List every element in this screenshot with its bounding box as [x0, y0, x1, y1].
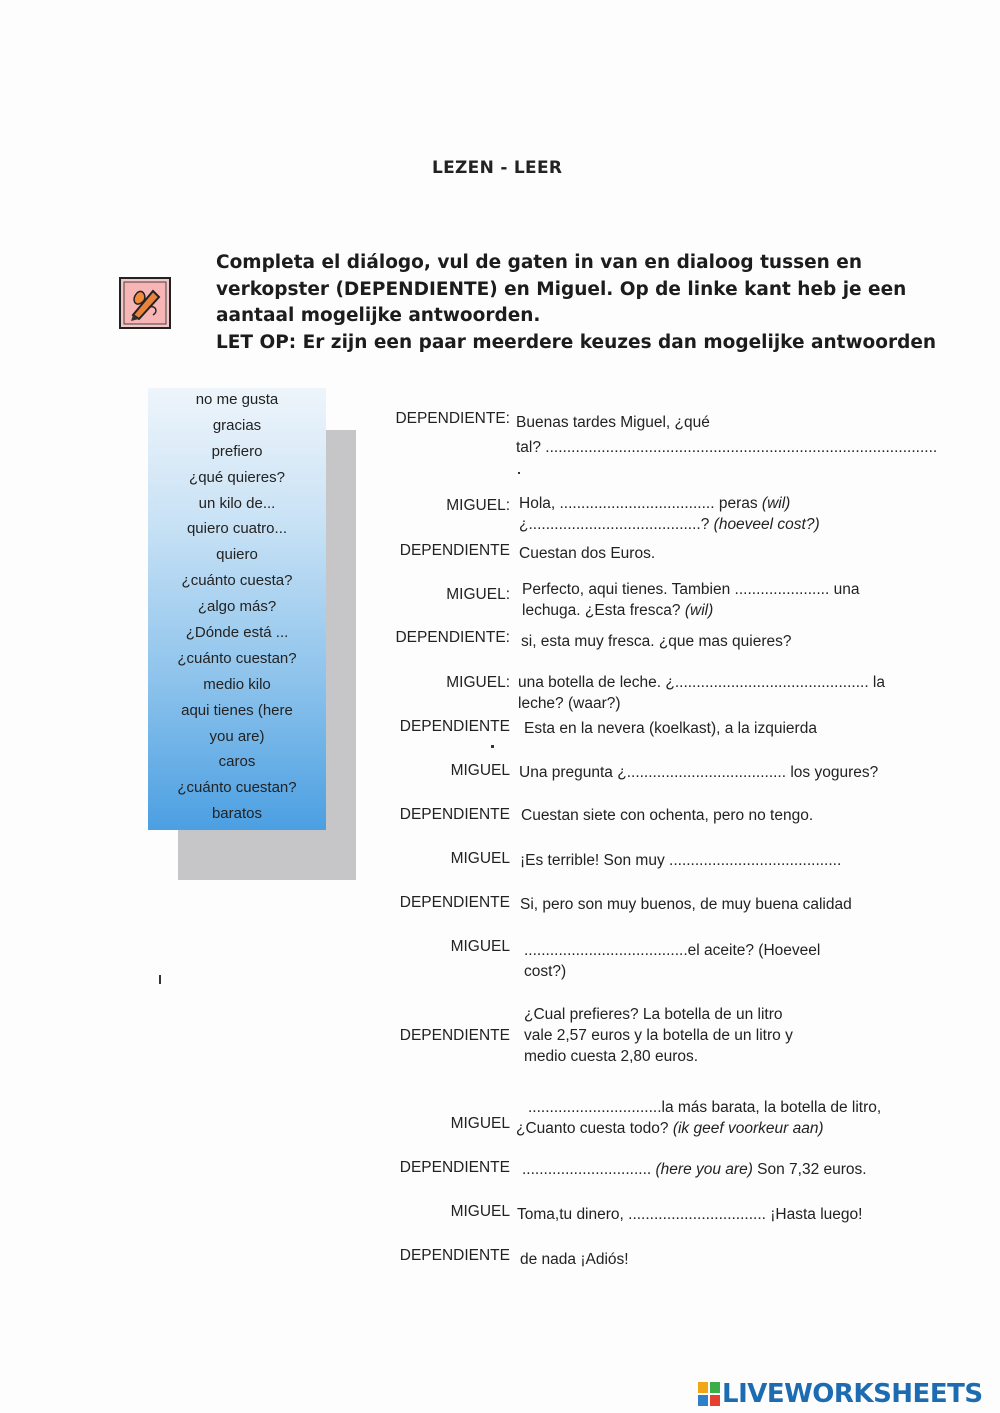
logo-text: LIVEWORKSHEETS: [722, 1379, 983, 1409]
scan-speck: [491, 745, 494, 748]
speaker-label: MIGUEL:: [446, 586, 510, 603]
dialogue-line: Toma,tu dinero, ................................ ¡Hasta luego!: [517, 1206, 863, 1223]
scan-speck: [518, 472, 520, 474]
dialogue-line: cost?): [524, 963, 567, 980]
dialogue-line: si, esta muy fresca. ¿que mas quieres?: [521, 633, 792, 650]
dialogue-line: .............................. (here you are) Son 7,32 euros.: [522, 1161, 867, 1178]
speaker-label: MIGUEL: [450, 938, 510, 955]
word-bank-item: quiero: [216, 546, 258, 564]
dialogue-line: ......................................el aceite? (Hoeveel: [524, 942, 821, 959]
dialogue-line: Cuestan siete con ochenta, pero no tengo.: [521, 807, 814, 824]
dialogue-line: Si, pero son muy buenos, de muy buena calidad: [520, 896, 852, 913]
speaker-label: DEPENDIENTE: [399, 718, 510, 735]
word-bank-item: aqui tienes (here: [181, 701, 293, 719]
speaker-label: DEPENDIENTE: [399, 1159, 510, 1176]
instruction-line: Completa el diálogo, vul de gaten in van en dialoog tussen en: [216, 252, 862, 273]
speaker-label: DEPENDIENTE:: [395, 410, 510, 427]
word-bank-item: gracias: [212, 416, 262, 434]
word-bank-item: medio kilo: [203, 675, 271, 693]
dialogue-line: Buenas tardes Miguel, ¿qué: [516, 414, 710, 431]
dialogue-line: ¡Es terrible! Son muy ........................................: [520, 852, 842, 869]
speaker-label: MIGUEL:: [446, 497, 510, 514]
word-bank-item: un kilo de...: [198, 494, 276, 512]
word-bank-item: ¿Dónde está ...: [185, 624, 289, 642]
dialogue-line: tal? ...........................................................................................: [516, 439, 938, 456]
instructions: [216, 250, 956, 356]
page-title: LEZEN - LEER: [432, 158, 563, 178]
word-bank-item: ¿cuánto cuesta?: [181, 572, 293, 590]
dialogue-line: Una pregunta ¿..................................... los yogures?: [519, 764, 879, 781]
dialogue-line: ¿........................................? (hoeveel cost?): [519, 516, 820, 533]
instruction-line: LET OP: Er zijn een paar meerdere keuzes dan mogelijke antwoorden: [216, 331, 937, 353]
word-bank-item: ¿cuánto cuestan?: [177, 779, 297, 797]
speaker-label: MIGUEL: [450, 1203, 510, 1220]
dialogue-line: Perfecto, aqui tienes. Tambien ...................... una: [522, 581, 860, 598]
instruction-line: verkopster (DEPENDIENTE) en Miguel. Op de linke kant heb je een: [216, 278, 907, 300]
word-bank-item: no me gusta: [195, 391, 279, 408]
speaker-label: DEPENDIENTE: [399, 894, 510, 911]
speaker-label: MIGUEL: [450, 1115, 510, 1132]
word-bank-item: ¿algo más?: [197, 598, 277, 616]
speaker-label: MIGUEL: [450, 762, 510, 779]
scan-speck: [159, 975, 161, 984]
speaker-label: DEPENDIENTE: [399, 806, 510, 823]
dialogue-line: lechuga. ¿Esta fresca? (wil): [522, 602, 714, 619]
word-bank-item: baratos: [211, 805, 263, 823]
liveworksheets-logo: [698, 1379, 983, 1409]
word-bank-item: ¿cuánto cuestan?: [177, 649, 297, 667]
dialogue-line: Hola, .................................... peras (wil): [519, 495, 791, 512]
dialogue-line: vale 2,57 euros y la botella de un litro y: [524, 1027, 793, 1044]
word-bank-item: prefiero: [211, 442, 263, 460]
instruction-line: aantaal mogelijke antwoorden.: [216, 305, 541, 326]
speaker-label: DEPENDIENTE: [399, 1027, 510, 1044]
speaker-label: MIGUEL:: [446, 674, 510, 691]
word-bank-item: caros: [218, 753, 256, 771]
logo-icon: [698, 1382, 720, 1406]
dialogue-line: una botella de leche. ¿............................................. la: [518, 674, 885, 691]
word-bank: [148, 388, 326, 830]
word-bank-item: you are): [209, 727, 265, 745]
pencil-icon: [119, 277, 171, 329]
dialogue-line: ...............................la más barata, la botella de litro,: [528, 1099, 882, 1116]
dialogue-line: leche? (waar?): [518, 695, 621, 712]
dialogue-line: Esta en la nevera (koelkast), a la izquierda: [524, 720, 817, 737]
dialogue-line: ¿Cual prefieres? La botella de un litro: [524, 1006, 783, 1023]
dialogue-line: ¿Cuanto cuesta todo? (ik geef voorkeur aan): [516, 1120, 824, 1137]
dialogue-line: Cuestan dos Euros.: [519, 545, 656, 562]
speaker-label: DEPENDIENTE:: [395, 629, 510, 646]
speaker-label: DEPENDIENTE: [399, 542, 510, 559]
dialogue-line: medio cuesta 2,80 euros.: [524, 1048, 699, 1065]
speaker-label: MIGUEL: [450, 850, 510, 867]
word-bank-item: ¿qué quieres?: [189, 468, 285, 486]
speaker-label: DEPENDIENTE: [399, 1247, 510, 1264]
word-bank-item: quiero cuatro...: [186, 520, 288, 538]
dialogue-line: de nada ¡Adiós!: [520, 1251, 629, 1268]
